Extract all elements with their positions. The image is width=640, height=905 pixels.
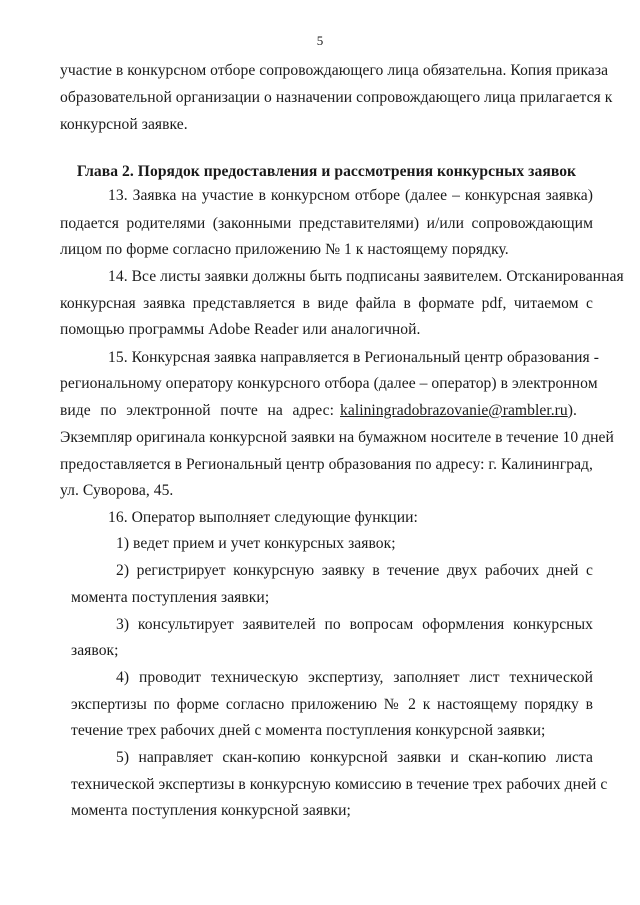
- text-line: 14. Все листы заявки должны быть подписаны заявителем. Отсканированная: [108, 268, 624, 285]
- chapter-heading: Глава 2. Порядок предоставления и рассмотрения конкурсных заявок: [76, 163, 577, 180]
- text-line: 1) ведет прием и учет конкурсных заявок;: [116, 535, 396, 552]
- text-line: 15. Конкурсная заявка направляется в Региональный центр образования -: [108, 349, 599, 366]
- text-line: заявок;: [71, 642, 119, 659]
- text-line: 5) направляет скан-копию конкурсной заявки и скан-копию листа: [116, 749, 593, 766]
- text-line: региональному оператору конкурсного отбора (далее – оператор) в электронном: [60, 375, 598, 392]
- text-line: 13. Заявка на участие в конкурсном отборе (далее – конкурсная заявка): [108, 187, 593, 204]
- email-line: [340, 401, 577, 421]
- text-line: виде по электронной почте на адрес:: [60, 402, 334, 419]
- text-line: участие в конкурсном отборе сопровождающего лица обязательна. Копия приказа: [60, 62, 609, 79]
- text-line: предоставляется в Региональный центр образования по адресу: г. Калининград,: [60, 456, 593, 473]
- text-line: экспертизы по форме согласно приложению № 2 к настоящему порядку в: [71, 696, 593, 713]
- text-line: помощью программы Adobe Reader или аналогичной.: [60, 321, 421, 338]
- text-line: подается родителями (законными представителями) и/или сопровождающим: [60, 215, 593, 232]
- text-line: момента поступления конкурсной заявки;: [71, 802, 351, 819]
- text-line: Экземпляр оригинала конкурсной заявки на бумажном носителе в течение 10 дней: [60, 429, 614, 446]
- email-suffix: ).: [567, 402, 577, 419]
- text-line: 16. Оператор выполняет следующие функции:: [108, 509, 418, 526]
- page-number: 5: [316, 33, 324, 48]
- email-link[interactable]: kaliningradobrazovanie@rambler.ru: [340, 402, 568, 419]
- text-line: лицом по форме согласно приложению № 1 к настоящему порядку.: [60, 241, 509, 258]
- text-line: момента поступления заявки;: [71, 589, 270, 606]
- text-line: образовательной организации о назначении сопровождающего лица прилагается к: [60, 89, 613, 106]
- text-line: течение трех рабочих дней с момента поступления конкурсной заявки;: [71, 722, 546, 739]
- text-line: конкурсной заявке.: [60, 116, 188, 133]
- text-line: 4) проводит техническую экспертизу, заполняет лист технической: [116, 669, 593, 686]
- text-line: конкурсная заявка представляется в виде файла в формате pdf, читаемом с: [60, 295, 593, 312]
- text-line: ул. Суворова, 45.: [60, 482, 174, 499]
- text-line: 3) консультирует заявителей по вопросам оформления конкурсных: [116, 616, 593, 633]
- text-line: технической экспертизы в конкурсную комиссию в течение трех рабочих дней с: [71, 776, 608, 793]
- text-line: 2) регистрирует конкурсную заявку в течение двух рабочих дней с: [116, 562, 593, 579]
